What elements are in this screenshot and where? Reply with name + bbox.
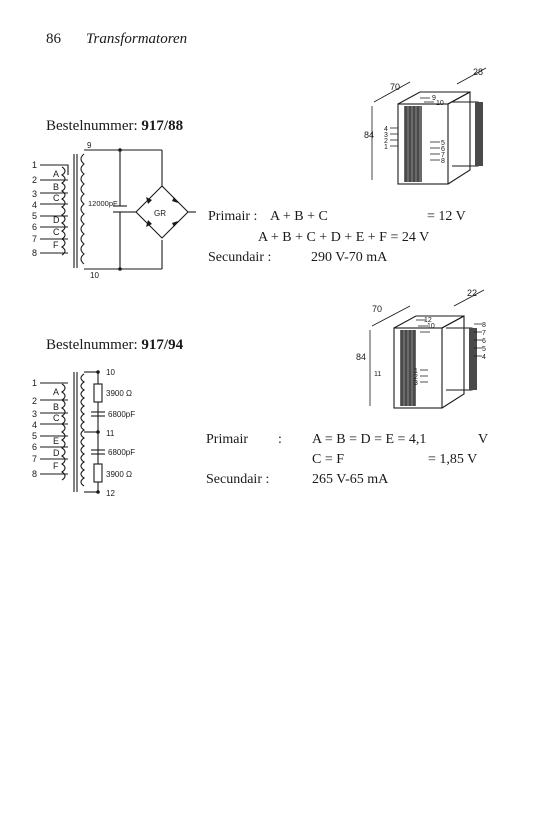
pin-label: 8 [441,158,445,165]
primair-line-2: A + B + C + D + E + F = 24 V [258,230,430,245]
winding-label: C [53,227,60,237]
pin-label: 7 [482,330,486,337]
running-title: Transformatoren [86,31,188,47]
pin-label: 1 [32,378,38,388]
resistor-label: 3900 Ω [106,470,132,479]
winding-label: E [53,436,60,446]
order-number: 917/88 [141,118,184,134]
primair-line-1: A + B + C [270,209,328,224]
pin-label: 2 [32,175,38,185]
pin-label: 6 [32,442,38,452]
pin-label: 3 [384,132,388,139]
winding-label: B [53,182,60,192]
pin-label: 4 [482,354,486,361]
pin-label: 2 [414,374,418,381]
pin-label: 5 [482,346,486,353]
winding-label: D [53,215,60,225]
pin-label: 7 [441,152,445,159]
winding-label: F [53,240,59,250]
pin-label: 6 [482,338,486,345]
schematic-917-94 [28,364,178,509]
winding-label: F [53,461,59,471]
primair-line-1: A = B = D = E = 4,1 [312,432,427,447]
pin-label: 5 [32,431,38,441]
pin-label: 12 [424,317,432,324]
primair-value-1: = 12 V [427,209,466,224]
pin-label: 8 [482,322,486,329]
pin-label: 10 [427,323,435,330]
dim-width: 70 [390,82,401,92]
schematic-917-88 [28,140,208,280]
winding-label: D [53,448,60,458]
pin-label: 9 [432,95,436,102]
pin-label: 5 [32,211,38,221]
tap-label: 9 [87,141,92,150]
pin-label: 7 [32,454,38,464]
pin-label: 10 [436,100,444,107]
rectifier-label: GR [154,209,166,218]
dim-width: 70 [372,304,383,314]
dim-height: 84 [356,352,367,362]
pin-label: 3 [32,189,38,199]
pin-label: 7 [32,234,38,244]
winding-label: B [53,402,60,412]
winding-label: C [53,413,60,423]
primair-label-1: Primair : [208,209,258,224]
primair-line-2: C = F [312,452,345,467]
order-number: 917/94 [141,337,184,353]
tap-label: 12 [106,489,115,498]
pin-label: 11 [374,371,382,378]
primair-unit-1: V [478,432,489,447]
pin-label: 8 [32,469,38,479]
pin-label: 5 [441,140,445,147]
winding-label: A [53,387,60,397]
dim-height: 84 [364,130,375,140]
secundair-label-2: Secundair : [206,472,270,487]
winding-label: C [53,193,60,203]
transformer-drawing-917-94 [350,284,500,420]
pin-label: 6 [32,222,38,232]
primair-label-2: Primair [206,432,248,447]
pin-label: 4 [32,200,38,210]
tap-label: 11 [106,429,115,438]
pin-label: 8 [32,248,38,258]
capacitor-label: 6800pF [108,410,136,419]
dim-depth: 22 [467,288,478,298]
pin-label: 1 [384,144,388,151]
pin-label: 3 [32,409,38,419]
secundair-value-1: 290 V-70 mA [311,250,388,265]
dim-depth: 28 [473,67,484,77]
resistor-label: 3900 Ω [106,389,132,398]
tap-label: 10 [90,271,99,280]
pin-label: 1 [414,368,418,375]
pin-label: 4 [384,126,388,133]
order-label: Bestelnummer: [46,118,138,134]
winding-label: A [53,169,60,179]
secundair-label-1: Secundair : [208,250,272,265]
primair-colon: : [278,432,282,447]
tap-label: 10 [106,368,115,377]
capacitor-label: 6800pF [108,448,136,457]
order-label: Bestelnummer: [46,337,138,353]
primair-value-2: = 1,85 V [428,452,478,467]
pin-label: 2 [32,396,38,406]
order-number-heading-2 [46,337,183,354]
transformer-drawing-917-88 [360,62,500,192]
pin-label: 4 [32,420,38,430]
pin-label: 1 [32,160,38,170]
pin-label: 2 [384,138,388,145]
pin-label: 3 [414,380,418,387]
capacitor-label: 12000pF [88,199,118,208]
pin-label: 6 [441,146,445,153]
page-number: 86 [46,31,61,47]
secundair-value-2: 265 V-65 mA [312,472,389,487]
order-number-heading-1 [46,118,183,135]
